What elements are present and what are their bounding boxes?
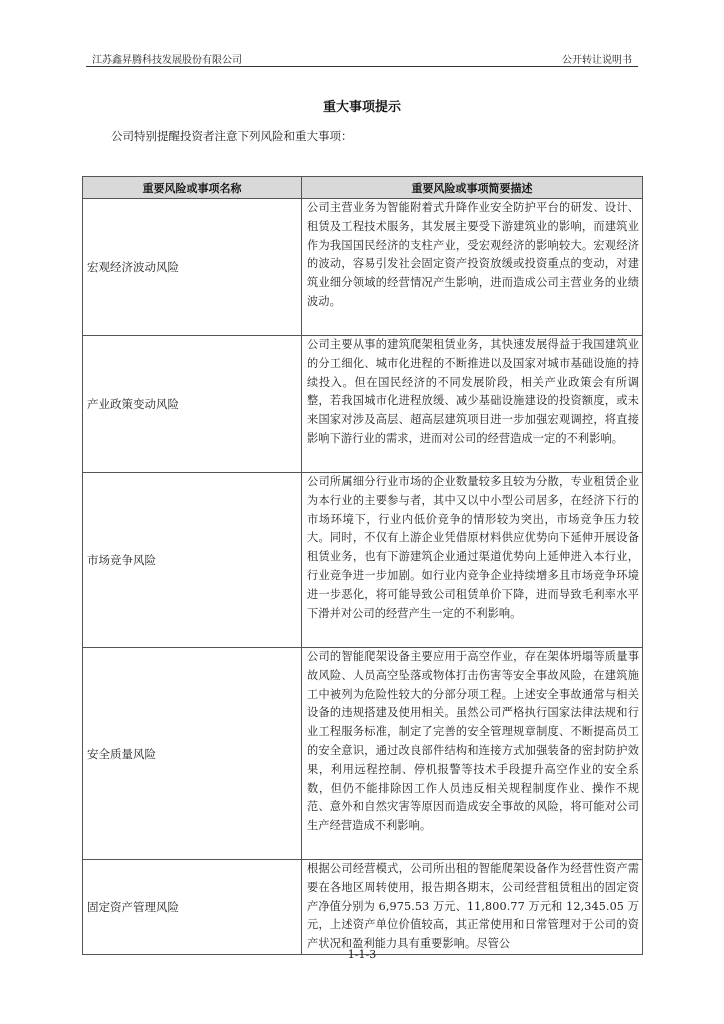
risk-name: 市场竞争风险 (83, 473, 302, 648)
table-row (83, 336, 643, 473)
page-header (86, 50, 638, 67)
table-header-row (83, 177, 643, 199)
intro-text: 公司特别提醒投资者注意下列风险和重大事项： (111, 129, 353, 143)
risk-name: 安全质量风险 (83, 648, 302, 860)
page-number: 1-1-3 (347, 948, 377, 961)
header-risk-description: 重要风险或事项简要描述 (302, 177, 643, 199)
risk-description: 公司的智能爬架设备主要应用于高空作业，存在架体坍塌等质量事故风险、人员高空坠落或物体打击伤害等安全事故风险，在建筑施工中被列为危险性较大的分部分项工程。上述安全事故通常与相关设备的违规搭建及使用相关。虽然公司严格执行国家法律法规和行业工程服务标准，制定了完善的安全管理规章制度、不断提高员工的安全意识，通过改良部件结构和连接方式加强装备的密封防护效果，利用远程控制、停机报警等技术手段提升高空作业的安全系数，但仍不能排除因工作人员违反相关规程制度作业、操作不规范、意外和自然灾害等原因而造成安全事故的风险，将可能对公司生产经营造成不利影响。 (302, 648, 643, 860)
risk-name: 固定资产管理风险 (83, 860, 302, 955)
risk-description: 公司主要从事的建筑爬架租赁业务，其快速发展得益于我国建筑业的分工细化、城市化进程的不断推进以及国家对城市基础设施的持续投入。但在国民经济的不同发展阶段，相关产业政策会有所调整，若我国城市化进程放缓、减少基础设施建设的投资额度，或未来国家对涉及高层、超高层建筑项目进一步加强宏观调控，将直接影响下游行业的需求，进而对公司的经营造成一定的不利影响。 (302, 336, 643, 473)
table-row (83, 473, 643, 648)
risk-name: 宏观经济波动风险 (83, 199, 302, 336)
page-title: 重大事项提示 (322, 100, 401, 115)
header-company-name: 江苏鑫昇腾科技发展股份有限公司 (92, 55, 242, 66)
risk-table (82, 176, 643, 955)
risk-description: 公司主营业务为智能附着式升降作业安全防护平台的研发、设计、租赁及工程技术服务，其发展主要受下游建筑业的影响，而建筑业作为我国国民经济的支柱产业，受宏观经济的影响较大。宏观经济的波动，容易引发社会固定资产投资放缓或投资重点的变动，对建筑业细分领域的经营情况产生影响，进而造成公司主营业务的业绩波动。 (302, 199, 643, 336)
risk-description: 根据公司经营模式，公司所出租的智能爬架设备作为经营性资产需要在各地区周转使用，报告期各期末，公司经营租赁租出的固定资产净值分别为 6,975.53 万元、11,800.77 万元和 12,345.05 万元，上述资产单位价值较高，其正常使用和日常管理对于公司的资产状况和盈利能力具有重要影响。尽管公 (302, 860, 643, 955)
risk-description: 公司所属细分行业市场的企业数量较多且较为分散，专业租赁企业为本行业的主要参与者，其中又以中小型公司居多，在经济下行的市场环境下，行业内低价竞争的情形较为突出，市场竞争压力较大。同时，不仅有上游企业凭借原材料供应优势向下延伸开展设备租赁业务，也有下游建筑企业通过渠道优势向上延伸进入本行业，行业竞争进一步加剧。如行业内竞争企业持续增多且市场竞争环境进一步恶化，将可能导致公司租赁单价下降，进而导致毛利率水平下滑并对公司的经营产生一定的不利影响。 (302, 473, 643, 648)
table-row (83, 648, 643, 860)
risk-name: 产业政策变动风险 (83, 336, 302, 473)
table-row (83, 199, 643, 336)
header-risk-name: 重要风险或事项名称 (83, 177, 302, 199)
header-document-type: 公开转让说明书 (562, 55, 632, 66)
table-row (83, 860, 643, 955)
